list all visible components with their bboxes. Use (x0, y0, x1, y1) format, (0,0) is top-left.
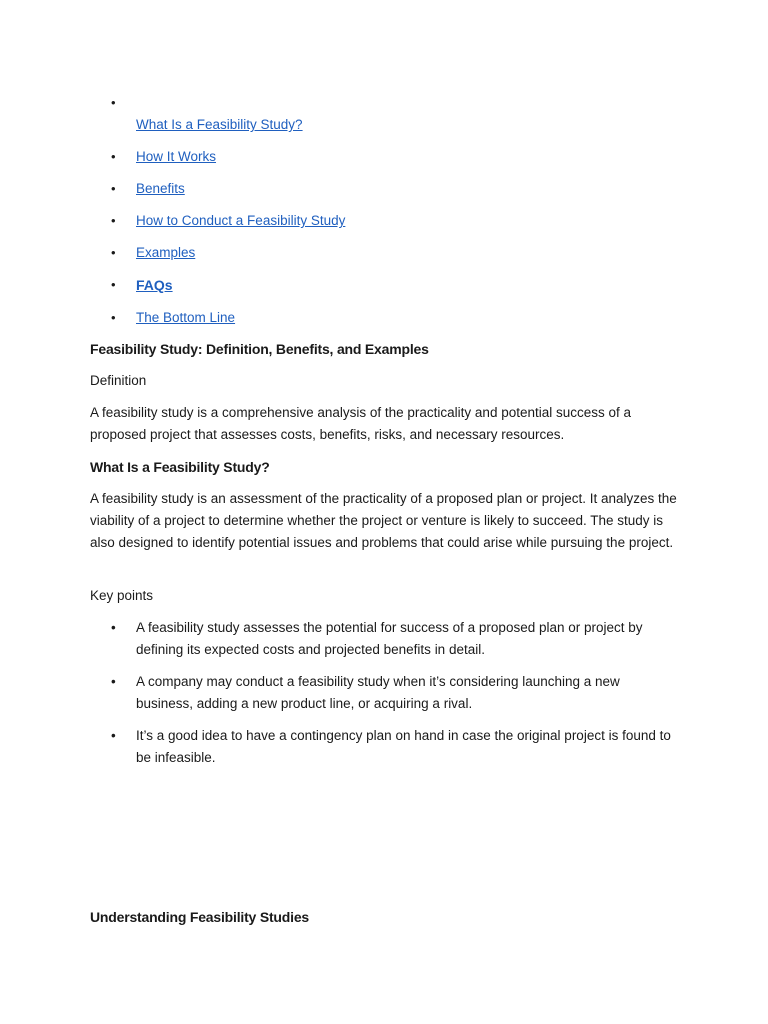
bullet-icon: • (111, 728, 116, 743)
bullet-icon: • (111, 277, 116, 292)
toc-item (90, 92, 680, 136)
toc-item (90, 178, 680, 200)
list-item (90, 617, 680, 661)
toc-link-how-to-conduct[interactable]: How to Conduct a Feasibility Study (136, 213, 346, 228)
toc-item (90, 274, 680, 297)
section-heading-what-is: What Is a Feasibility Study? (90, 459, 270, 475)
section-heading-understanding: Understanding Feasibility Studies (90, 909, 309, 925)
key-points-list (90, 617, 680, 779)
bullet-icon: • (111, 181, 116, 196)
toc-item (90, 210, 680, 232)
toc-link-benefits[interactable]: Benefits (136, 181, 185, 196)
key-point-text: A company may conduct a feasibility study when it’s considering launching a new business, adding a new product line, or acquiring a rival. (136, 674, 620, 711)
bullet-icon: • (111, 213, 116, 228)
toc-item (90, 242, 680, 264)
bullet-icon: • (111, 245, 116, 260)
toc-link-how-it-works[interactable]: How It Works (136, 149, 217, 164)
article-title: Feasibility Study: Definition, Benefits, and Examples (90, 341, 429, 357)
key-point-text: A feasibility study assesses the potential for success of a proposed plan or project by defining its expected costs and projected benefits in detail. (136, 620, 643, 657)
bullet-icon: • (111, 95, 116, 110)
toc-item (90, 146, 680, 168)
bullet-icon: • (111, 149, 116, 164)
key-point-text: It’s a good idea to have a contingency plan on hand in case the original project is found to be infeasible. (136, 728, 671, 765)
section-text-what-is: A feasibility study is an assessment of the practicality of a proposed plan or project. It analyzes the viability of a project to determine whether the project or venture is likely to succeed. The study is also designed to identify potential issues and problems that could arise while pursuing the project. (90, 491, 677, 550)
key-points-label: Key points (90, 588, 154, 603)
list-item (90, 725, 680, 769)
bullet-icon: • (111, 674, 116, 689)
toc-link-bottom-line[interactable]: The Bottom Line (136, 310, 236, 325)
toc-item (90, 307, 680, 329)
table-of-contents (90, 92, 680, 339)
definition-text: A feasibility study is a comprehensive analysis of the practicality and potential success of a proposed project that assesses costs, benefits, risks, and necessary resources. (90, 405, 632, 442)
toc-link-examples[interactable]: Examples (136, 245, 196, 260)
toc-link-what-is[interactable]: What Is a Feasibility Study? (136, 117, 303, 132)
definition-label: Definition (90, 373, 147, 388)
list-item (90, 671, 680, 715)
bullet-icon: • (111, 310, 116, 325)
bullet-icon: • (111, 620, 116, 635)
toc-link-faqs[interactable]: FAQs (136, 277, 173, 293)
